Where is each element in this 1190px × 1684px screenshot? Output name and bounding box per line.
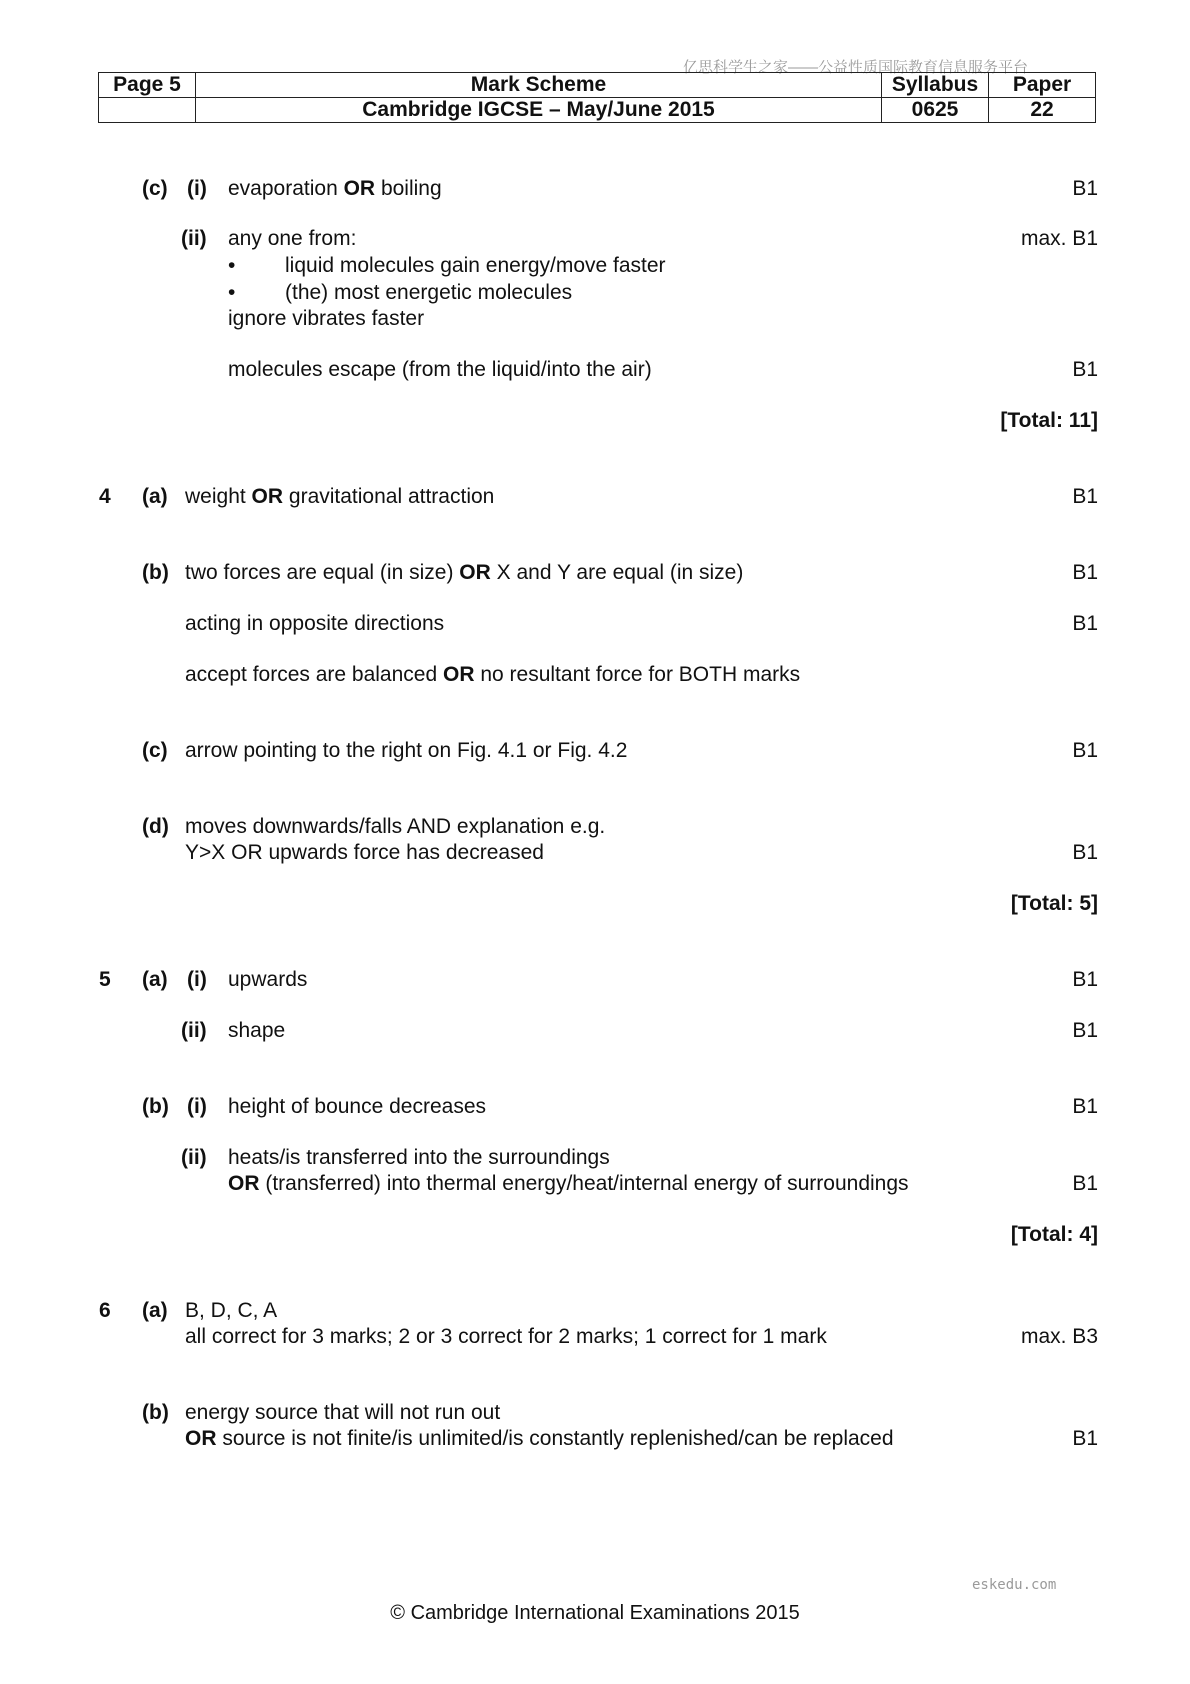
q4d-label: (d) xyxy=(142,815,169,838)
q4b-accept-2: no resultant force for BOTH marks xyxy=(480,663,801,686)
bullet-icon: • xyxy=(228,281,236,304)
q4b-accept-or: OR xyxy=(443,663,475,686)
footer-copyright: © Cambridge International Examinations 2015 xyxy=(390,1602,800,1624)
q4b-line2: acting in opposite directions xyxy=(185,612,445,635)
q5-number: 5 xyxy=(99,968,111,991)
q5b-label: (b) xyxy=(142,1095,169,1118)
q4d-line2: Y>X OR upwards force has decreased xyxy=(185,841,544,864)
q3c-bullet-2-text: (the) most energetic molecules xyxy=(285,281,573,304)
q5bi-mark: B1 xyxy=(1072,1095,1098,1118)
q4b-label: (b) xyxy=(142,561,169,584)
q5bii-mark: B1 xyxy=(1072,1172,1098,1195)
q3c-bullet-1-text: liquid molecules gain energy/move faster xyxy=(285,254,666,277)
watermark-top: 亿思科学生之家——公益性质国际教育信息服务平台 xyxy=(683,59,1029,76)
q3c-bullet-1 xyxy=(228,253,666,279)
header-table xyxy=(98,72,1096,123)
q5aii-mark: B1 xyxy=(1072,1019,1098,1042)
header-empty-cell xyxy=(99,98,196,123)
q4b-accept-1: accept forces are balanced xyxy=(185,663,438,686)
q3c-ii-intro: any one from: xyxy=(228,227,357,250)
q4a-text-1: weight xyxy=(185,485,246,508)
q4d-line1: moves downwards/falls AND explanation e.g. xyxy=(185,815,606,838)
header-paper-label: Paper xyxy=(989,73,1096,98)
q6b-line2 xyxy=(185,1426,894,1452)
q5bii-line2-text: (transferred) into thermal energy/heat/internal energy of surroundings xyxy=(265,1172,909,1195)
q4c-text: arrow pointing to the right on Fig. 4.1 or Fig. 4.2 xyxy=(185,739,628,762)
q6b-or: OR xyxy=(185,1427,217,1450)
q3c-ignore-note: ignore vibrates faster xyxy=(228,307,425,330)
q6-number: 6 xyxy=(99,1299,111,1322)
q5aii-text: shape xyxy=(228,1019,286,1042)
q4a-answer xyxy=(185,484,494,510)
header-title: Mark Scheme xyxy=(196,73,882,98)
watermark-bottom: eskedu.com xyxy=(972,1577,1057,1593)
q5bii-line2 xyxy=(228,1171,909,1197)
q3c-ii-mark: max. B1 xyxy=(1020,227,1098,250)
header-page: Page 5 xyxy=(99,73,196,98)
q3c-i-or: OR xyxy=(343,177,376,200)
q3c-i-mark: B1 xyxy=(1072,177,1098,200)
q4b-text-2: X and Y are equal (in size) xyxy=(496,561,744,584)
q4c-label: (c) xyxy=(142,739,168,762)
header-syllabus-code: 0625 xyxy=(882,98,989,123)
q4d-mark: B1 xyxy=(1072,841,1098,864)
q4a-label: (a) xyxy=(142,485,168,508)
q6b-line2-text: source is not finite/is unlimited/is constantly replenished/can be replaced xyxy=(222,1427,894,1450)
q5aii-label: (ii) xyxy=(181,1019,207,1042)
q6b-mark: B1 xyxy=(1072,1427,1098,1450)
q6b-line1: energy source that will not run out xyxy=(185,1401,501,1424)
q6a-mark: max. B3 xyxy=(1020,1325,1098,1348)
q3c-i-label: (i) xyxy=(187,177,207,200)
q6a-line2: all correct for 3 marks; 2 or 3 correct for 2 marks; 1 correct for 1 mark xyxy=(185,1325,827,1348)
q5a-label: (a) xyxy=(142,968,168,991)
q4b-text-1: two forces are equal (in size) xyxy=(185,561,454,584)
q5-total: [Total: 4] xyxy=(1010,1223,1098,1246)
q5bii-or: OR xyxy=(228,1172,260,1195)
header-subtitle: Cambridge IGCSE – May/June 2015 xyxy=(196,98,882,123)
q4b-line2-mark: B1 xyxy=(1072,612,1098,635)
q4c-mark: B1 xyxy=(1072,739,1098,762)
q3c-part-label: (c) xyxy=(142,177,168,200)
q3c-i-answer xyxy=(228,176,442,202)
q4b-answer xyxy=(185,560,743,586)
q3c-i-text-1: evaporation xyxy=(228,177,338,200)
q4b-or: OR xyxy=(459,561,491,584)
q3c-escape: molecules escape (from the liquid/into the air) xyxy=(228,358,652,381)
q5bi-text: height of bounce decreases xyxy=(228,1095,487,1118)
q3c-escape-mark: B1 xyxy=(1072,358,1098,381)
header-paper-number: 22 xyxy=(989,98,1096,123)
q6a-line1: B, D, C, A xyxy=(185,1299,278,1322)
q3c-i-text-2: boiling xyxy=(380,177,442,200)
q3c-ii-label: (ii) xyxy=(181,227,207,250)
q3-total: [Total: 11] xyxy=(1000,409,1098,432)
q4b-accept xyxy=(185,662,800,688)
q4-number: 4 xyxy=(99,485,111,508)
q6b-label: (b) xyxy=(142,1401,169,1424)
q5ai-text: upwards xyxy=(228,968,308,991)
header-syllabus-label: Syllabus xyxy=(882,73,989,98)
q5bii-line1: heats/is transferred into the surroundings xyxy=(228,1146,610,1169)
q5ai-mark: B1 xyxy=(1072,968,1098,991)
q6a-label: (a) xyxy=(142,1299,168,1322)
q4-total: [Total: 5] xyxy=(1010,892,1098,915)
q4a-or: OR xyxy=(251,485,284,508)
q4a-mark: B1 xyxy=(1072,485,1098,508)
bullet-icon: • xyxy=(228,254,236,277)
q5ai-label: (i) xyxy=(187,968,207,991)
q4a-text-2: gravitational attraction xyxy=(288,485,495,508)
q4b-mark: B1 xyxy=(1072,561,1098,584)
q5bi-label: (i) xyxy=(187,1095,207,1118)
q3c-bullet-2 xyxy=(228,280,572,306)
q5bii-label: (ii) xyxy=(181,1146,207,1169)
